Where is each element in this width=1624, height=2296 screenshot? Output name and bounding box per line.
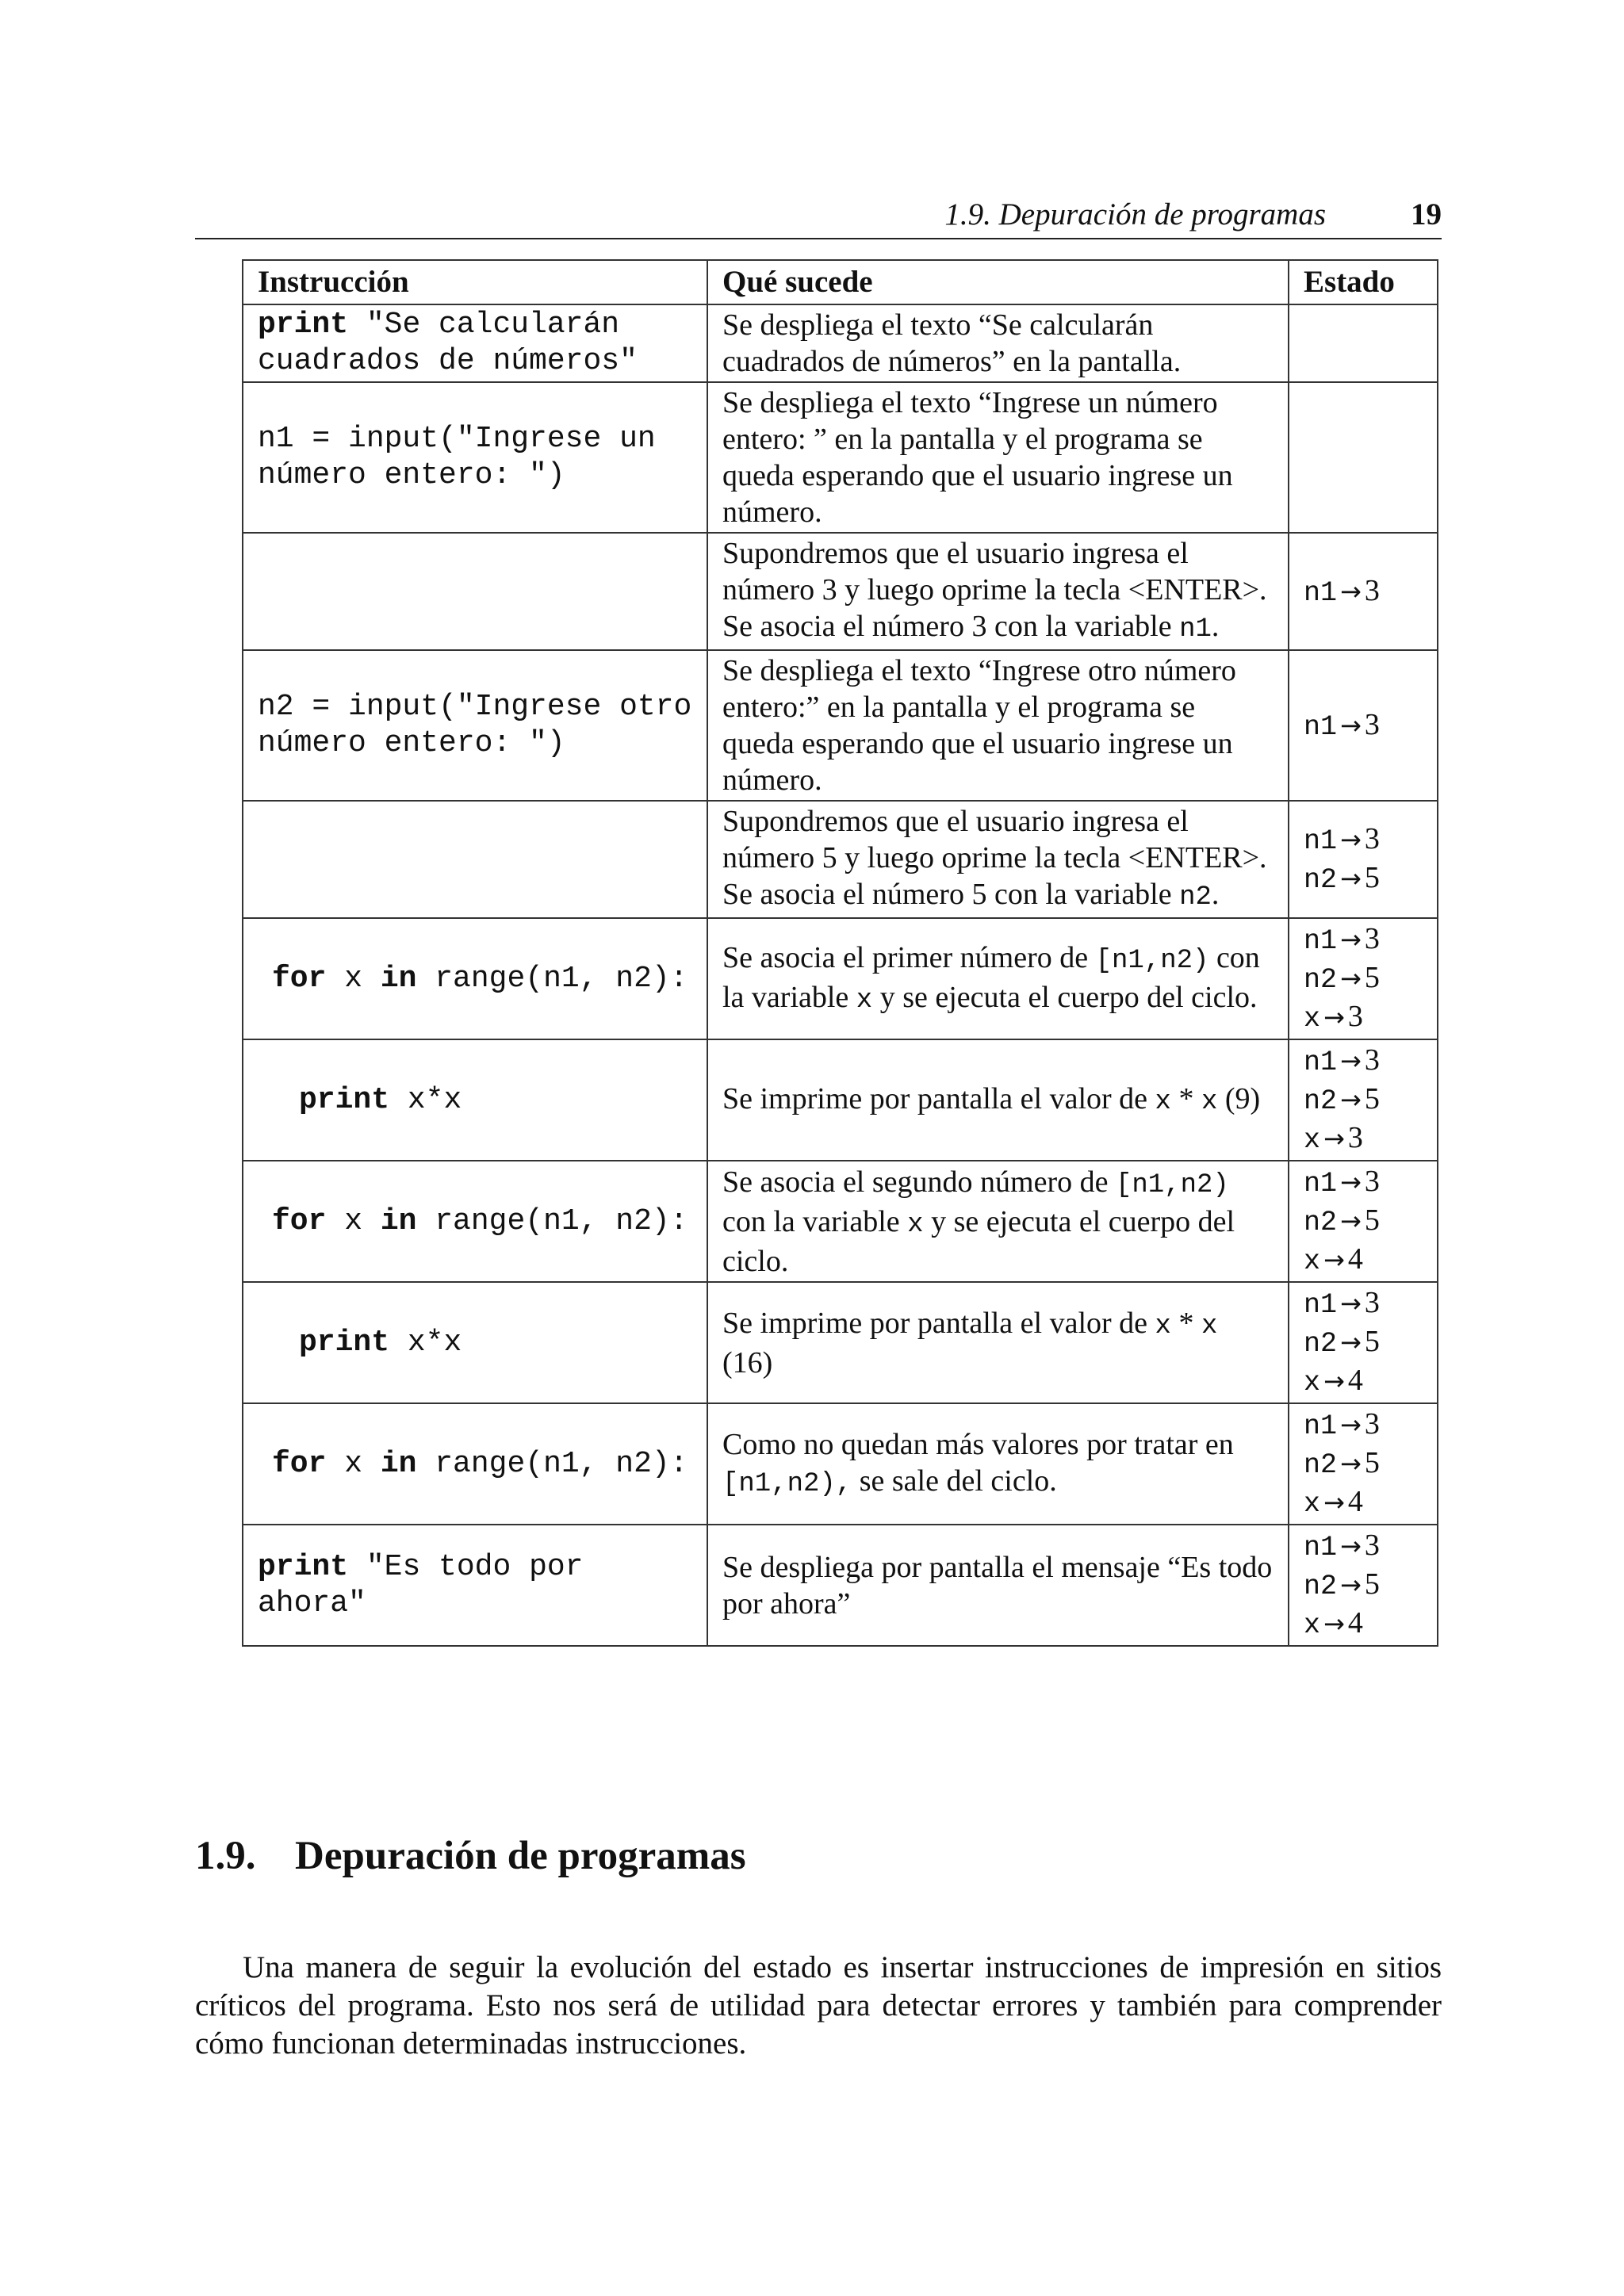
instruction-cell [243,650,710,801]
table-row [243,1403,1438,1525]
arrow-icon: → [1340,963,1362,993]
description-text: . [1211,878,1220,911]
description-cell [707,1039,1289,1161]
variable-name: n1 [1304,825,1338,857]
state-cell [1289,304,1438,382]
table-header-row [243,260,1438,304]
variable-name: n2 [1304,1085,1338,1117]
inline-code: x [1201,1086,1218,1117]
description-cell [707,1525,1289,1646]
table-row [243,1039,1438,1161]
column-header-instruccion: Instrucción [243,260,707,304]
inline-code: [n1,n2) [1095,945,1209,976]
instruction-cell [243,1161,707,1282]
variable-value: 4 [1347,1242,1363,1276]
column-header-estado: Estado [1289,260,1438,304]
description-text: * [1170,1081,1201,1115]
description-text: (9) [1217,1081,1261,1115]
arrow-icon: → [1340,825,1362,855]
variable-value: 4 [1347,1485,1363,1518]
inline-code: x [1201,1311,1218,1341]
variable-name: n2 [1304,1571,1338,1602]
description-text: Supondremos que el usuario ingresa el número 3 y luego oprime la tecla <ENTER>. [722,537,1267,607]
instruction-cell [243,1039,707,1161]
page-number: 19 [1411,197,1442,232]
description-text: Se imprime por pantalla el valor de [722,1306,1155,1340]
table-row [243,1525,1438,1646]
variable-value: 3 [1364,1407,1380,1441]
arrow-icon: → [1340,1531,1362,1561]
arrow-icon: → [1340,710,1362,740]
state-cell [1289,918,1438,1039]
state-cell [1289,650,1438,801]
code-text: range(n1, n2): [416,1446,688,1481]
variable-name: n2 [1304,1207,1338,1238]
state-cell [1289,1525,1438,1646]
code-keyword: print [258,308,349,342]
variable-name: n1 [1304,710,1338,743]
instruction-cell [243,304,707,382]
variable-value: 4 [1347,1606,1363,1640]
variable-name: n1 [1304,576,1338,609]
instruction-cell [243,1282,707,1403]
arrow-icon: → [1340,1327,1362,1357]
variable-value: 5 [1364,1446,1380,1479]
section-heading [195,1833,746,1879]
state-binding [1304,1081,1423,1119]
state-binding [1304,1406,1423,1445]
description-text: Se asocia el número 3 con la variable [722,610,1180,643]
arrow-icon: → [1340,1570,1362,1600]
state-cell [1289,801,1438,918]
variable-value: 3 [1364,1529,1380,1562]
code-keyword: print [299,1325,390,1360]
variable-value: 3 [1364,922,1380,955]
table-row [243,1282,1438,1403]
code-keyword: in [380,1203,417,1238]
variable-name: x [1304,1246,1321,1277]
variable-name: x [1304,1609,1321,1641]
code-text: x*x [389,1325,462,1360]
description-text: con la variable [722,940,1260,1014]
table-row [243,918,1438,1039]
state-binding [1304,1605,1423,1644]
arrow-icon: → [1340,924,1362,955]
arrow-icon: → [1340,1085,1362,1115]
state-binding [1304,998,1423,1037]
state-binding [1304,821,1423,859]
code-keyword: in [380,961,417,996]
state-binding [1304,1566,1423,1605]
variable-name: n2 [1304,1328,1338,1360]
state-cell [1289,382,1438,533]
description-cell [707,801,1289,918]
description-cell [707,1403,1289,1525]
arrow-icon: → [1323,1366,1345,1396]
arrow-icon: → [1323,1123,1345,1154]
description-text: Supondremos que el usuario ingresa el número 5 y luego oprime la tecla <ENTER>. [722,805,1267,874]
table-row [243,801,1438,918]
description-cell [707,918,1289,1039]
description-cell [707,650,1289,801]
state-binding [1304,959,1423,998]
code-keyword: print [299,1082,390,1117]
variable-name: n1 [1304,925,1338,957]
code-text: x [326,961,381,996]
state-binding [1304,859,1423,898]
variable-value: 3 [1347,1121,1363,1154]
arrow-icon: → [1340,1167,1362,1197]
variable-name: n1 [1304,1289,1338,1321]
section-title: Depuración de programas [295,1834,746,1878]
state-binding [1304,1284,1423,1323]
variable-name: n1 [1304,1168,1338,1200]
table-row [243,533,1438,650]
state-binding [1304,572,1423,611]
code-text: "Se calcularán cuadrados de números" [258,308,638,378]
description-text: Se asocia el número 5 con la variable [722,878,1180,911]
description-text: (16) [722,1345,773,1380]
description-text: . [1211,610,1220,643]
variable-value: 5 [1364,1082,1380,1115]
state-binding [1304,706,1423,745]
column-header-que-sucede: Qué sucede [707,260,1289,304]
table-row [243,1161,1438,1282]
arrow-icon: → [1323,1245,1345,1275]
variable-value: 4 [1347,1364,1363,1397]
variable-value: 3 [1347,1000,1363,1033]
variable-value: 3 [1364,707,1380,741]
arrow-icon: → [1340,1448,1362,1479]
variable-name: n1 [1304,1410,1338,1442]
description-text: Se despliega el texto “Ingrese otro número entero:” en la pantalla y el programa se queda esperando que el usuario ingrese un número. [722,654,1236,797]
arrow-icon: → [1323,1002,1345,1032]
description-cell [707,1161,1289,1282]
variable-value: 3 [1364,1286,1380,1319]
code-text: range(n1, n2): [416,1203,688,1238]
description-text: Se despliega por pantalla el mensaje “Es todo por ahora” [722,1550,1273,1621]
variable-name: x [1304,1488,1321,1520]
instruction-cell [243,1525,707,1646]
description-text: Como no quedan más valores por tratar en [722,1427,1234,1461]
arrow-icon: → [1323,1487,1345,1517]
inline-code: x [1155,1311,1171,1341]
arrow-icon: → [1340,863,1362,894]
description-text: Se despliega el texto “Se calcularán cuadrados de números” en la pantalla. [722,308,1182,378]
state-cell [1289,533,1438,650]
state-binding [1304,1362,1423,1401]
variable-name: x [1304,1124,1321,1156]
state-cell [1289,1403,1438,1525]
description-text: * [1170,1306,1201,1340]
description-text: se sale del ciclo. [852,1464,1057,1498]
state-binding [1304,1202,1423,1241]
state-cell [1289,1161,1438,1282]
description-text: Se asocia el primer número de [722,940,1096,974]
arrow-icon: → [1340,576,1362,607]
description-text: y se ejecuta el cuerpo del ciclo. [872,980,1258,1014]
variable-value: 3 [1364,573,1380,607]
description-text: con la variable [722,1204,908,1238]
instruction-cell [243,533,707,650]
arrow-icon: → [1340,1410,1362,1440]
arrow-icon: → [1340,1206,1362,1236]
inline-code: n2 [1179,882,1212,913]
variable-name: n2 [1304,964,1338,996]
state-binding [1304,920,1423,959]
arrow-icon: → [1340,1046,1362,1076]
running-title: 1.9. Depuración de programas [944,197,1326,232]
variable-name: n2 [1304,1449,1338,1481]
table-row [243,382,1438,533]
variable-value: 3 [1364,822,1380,855]
running-header [195,193,1442,239]
code-keyword: print [258,1549,349,1584]
code-text: x*x [389,1082,462,1117]
state-binding [1304,1241,1423,1280]
inline-code: x [1155,1086,1171,1117]
table-row [243,650,1438,801]
code-text: n1 = input("Ingrese un número entero: ") [258,422,674,492]
inline-code: [n1,n2), [722,1468,852,1499]
body-paragraph: Una manera de seguir la evolución del estado es insertar instrucciones de impresión en sitios críticos del programa. Esto nos será de utilidad para detectar errores y también para comprender cómo funcionan determinadas instrucciones. [195,1950,1442,2061]
arrow-icon: → [1340,1288,1362,1318]
table-row [243,304,1438,382]
execution-trace-table [242,259,1438,1647]
code-text: "Es todo por ahora" [258,1549,602,1621]
code-text: n2 = input("Ingrese otro número entero: ") [258,690,710,760]
instruction-cell [243,918,707,1039]
state-binding [1304,1042,1423,1081]
code-keyword: for [272,1203,327,1238]
variable-name: x [1304,1367,1321,1399]
instruction-cell [243,382,707,533]
variable-value: 5 [1364,861,1380,894]
state-binding [1304,1527,1423,1566]
inline-code: [n1,n2) [1115,1169,1229,1200]
description-text: Se asocia el segundo número de [722,1165,1116,1199]
variable-value: 5 [1364,1567,1380,1601]
variable-name: n1 [1304,1532,1338,1563]
variable-value: 5 [1364,1203,1380,1237]
variable-name: n1 [1304,1047,1338,1078]
code-text: range(n1, n2): [416,961,688,996]
section-number: 1.9. [195,1834,256,1878]
description-cell [707,304,1289,382]
variable-value: 3 [1364,1165,1380,1198]
variable-value: 5 [1364,961,1380,994]
state-binding [1304,1445,1423,1483]
state-binding [1304,1163,1423,1202]
variable-name: x [1304,1003,1321,1035]
inline-code: x [856,985,873,1016]
instruction-cell [243,1403,707,1525]
arrow-icon: → [1323,1609,1345,1639]
table-body [243,304,1438,1646]
code-keyword: for [272,1446,327,1481]
instruction-cell [243,801,707,918]
code-keyword: in [380,1446,417,1481]
code-keyword: for [272,961,327,996]
variable-name: n2 [1304,864,1338,896]
variable-value: 3 [1364,1043,1380,1077]
description-cell [707,382,1289,533]
state-binding [1304,1119,1423,1158]
description-text: Se despliega el texto “Ingrese un número entero: ” en la pantalla y el programa se queda esperando que el usuario ingrese un número. [722,386,1233,529]
code-text: x [326,1446,381,1481]
state-binding [1304,1323,1423,1362]
description-text: Se imprime por pantalla el valor de [722,1081,1155,1115]
inline-code: n1 [1179,614,1212,645]
description-text: y se ejecuta el cuerpo del ciclo. [722,1204,1235,1278]
description-cell [707,1282,1289,1403]
variable-value: 5 [1364,1325,1380,1358]
state-binding [1304,1483,1423,1522]
state-cell [1289,1282,1438,1403]
description-cell [707,533,1289,650]
inline-code: x [907,1209,924,1240]
state-cell [1289,1039,1438,1161]
code-text: x [326,1203,381,1238]
